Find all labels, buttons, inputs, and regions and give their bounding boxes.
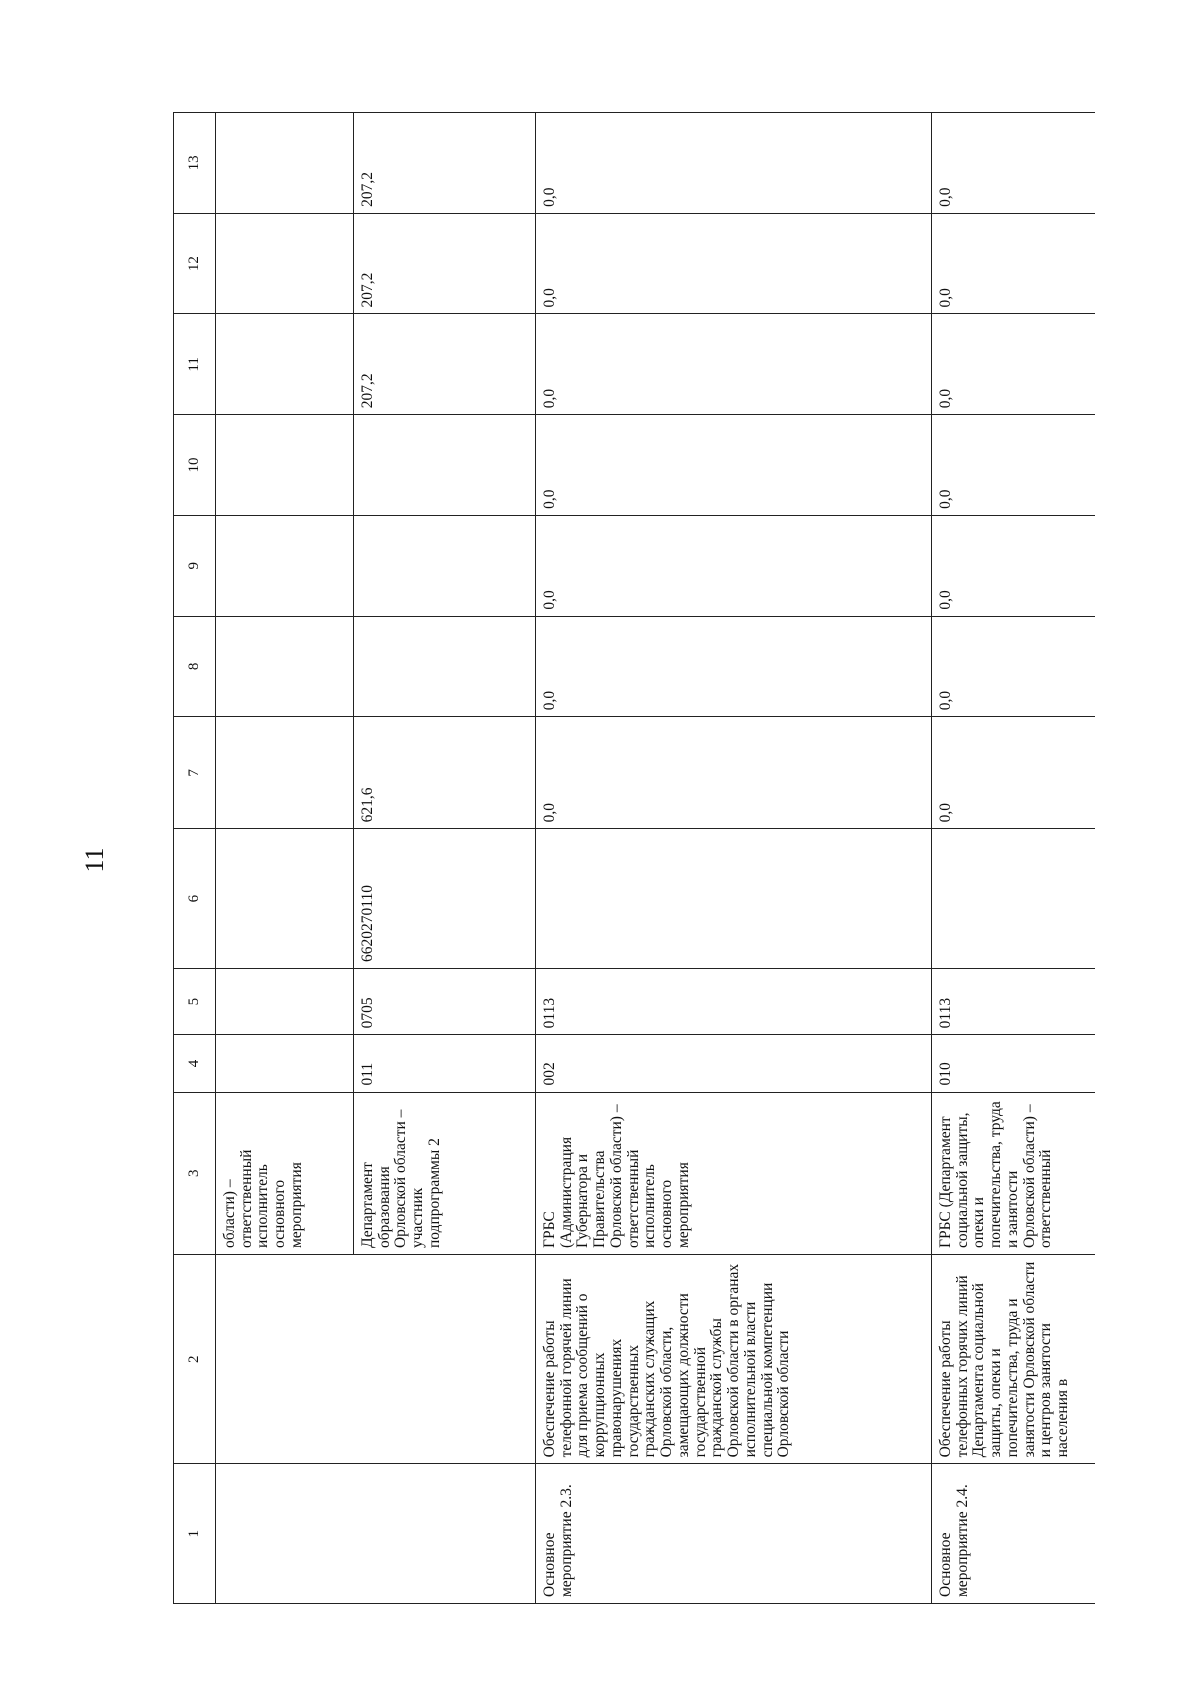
cell-value (216, 616, 354, 717)
cell-value: 207,2 (354, 113, 536, 214)
cell-value: 207,2 (354, 314, 536, 415)
cell-value: 0,0 (536, 515, 932, 616)
cell-code (216, 968, 354, 1034)
cell-value: 0,0 (932, 314, 1096, 415)
table-container (173, 112, 1095, 1604)
cell-activity: Основное мероприятие 2.4. (932, 1464, 1096, 1604)
cell-value (216, 113, 354, 214)
cell-code (932, 829, 1096, 969)
cell-executor: Департамент образования Орловской области – участник подпрограммы 2 (354, 1092, 536, 1254)
col-header: 11 (174, 314, 216, 415)
table-row (216, 113, 354, 1604)
cell-code: 011 (354, 1035, 536, 1092)
col-header: 5 (174, 968, 216, 1034)
cell-value (216, 213, 354, 314)
cell-activity (216, 1464, 536, 1604)
cell-value: 0,0 (932, 616, 1096, 717)
cell-code: 6620270110 (354, 829, 536, 969)
col-header: 8 (174, 616, 216, 717)
cell-description (216, 1255, 536, 1464)
table-row (536, 113, 932, 1604)
cell-value: 0,0 (536, 717, 932, 829)
cell-description: Обеспечение работы телефонных горячих линий Департамента социальной защиты, опеки и попечительства, труда и занятости Орловской области и центров занятости населения в (932, 1255, 1096, 1464)
budget-table (173, 112, 1095, 1604)
cell-value: 0,0 (536, 314, 932, 415)
col-header: 3 (174, 1092, 216, 1254)
cell-value (216, 415, 354, 516)
cell-value (216, 717, 354, 829)
cell-executor: ГРБС (Администрация Губернатора и Правительства Орловской области) – ответственный исполнитель основного мероприятия (536, 1092, 932, 1254)
cell-value: 621,6 (354, 717, 536, 829)
col-header: 7 (174, 717, 216, 829)
cell-value: 0,0 (932, 213, 1096, 314)
cell-executor: области) – ответственный исполнитель основного мероприятия (216, 1092, 354, 1254)
cell-value (354, 415, 536, 516)
cell-value (216, 314, 354, 415)
col-header: 13 (174, 113, 216, 214)
col-header: 6 (174, 829, 216, 969)
cell-code (536, 829, 932, 969)
cell-code: 0705 (354, 968, 536, 1034)
col-header: 2 (174, 1255, 216, 1464)
col-header: 10 (174, 415, 216, 516)
page-number: 11 (80, 847, 109, 873)
cell-value: 0,0 (536, 415, 932, 516)
cell-value: 0,0 (932, 515, 1096, 616)
cell-executor: ГРБС (Департамент социальной защиты, опеки и попечительства, труда и занятости Орловской области) – ответственный (932, 1092, 1096, 1254)
cell-value: 0,0 (932, 415, 1096, 516)
cell-value (216, 515, 354, 616)
cell-activity: Основное мероприятие 2.3. (536, 1464, 932, 1604)
cell-code (216, 829, 354, 969)
col-header: 12 (174, 213, 216, 314)
header-row (174, 113, 216, 1604)
cell-code: 010 (932, 1035, 1096, 1092)
cell-code: 0113 (932, 968, 1096, 1034)
cell-code: 0113 (536, 968, 932, 1034)
col-header: 9 (174, 515, 216, 616)
cell-value: 0,0 (536, 113, 932, 214)
cell-code: 002 (536, 1035, 932, 1092)
cell-value: 207,2 (354, 213, 536, 314)
col-header: 4 (174, 1035, 216, 1092)
cell-value (354, 515, 536, 616)
cell-value: 0,0 (932, 717, 1096, 829)
col-header: 1 (174, 1464, 216, 1604)
cell-value: 0,0 (536, 213, 932, 314)
cell-value: 0,0 (932, 113, 1096, 214)
cell-value (354, 616, 536, 717)
cell-code (216, 1035, 354, 1092)
cell-value: 0,0 (536, 616, 932, 717)
table-row (932, 113, 1096, 1604)
cell-description: Обеспечение работы телефонной горячей линии для приема сообщений о коррупционных правонарушениях государственных гражданских служащих Орловской области, замещающих должности государственной гражданской службы Орловской области в органах исполнительной власти специальной компетенции Орловской области (536, 1255, 932, 1464)
